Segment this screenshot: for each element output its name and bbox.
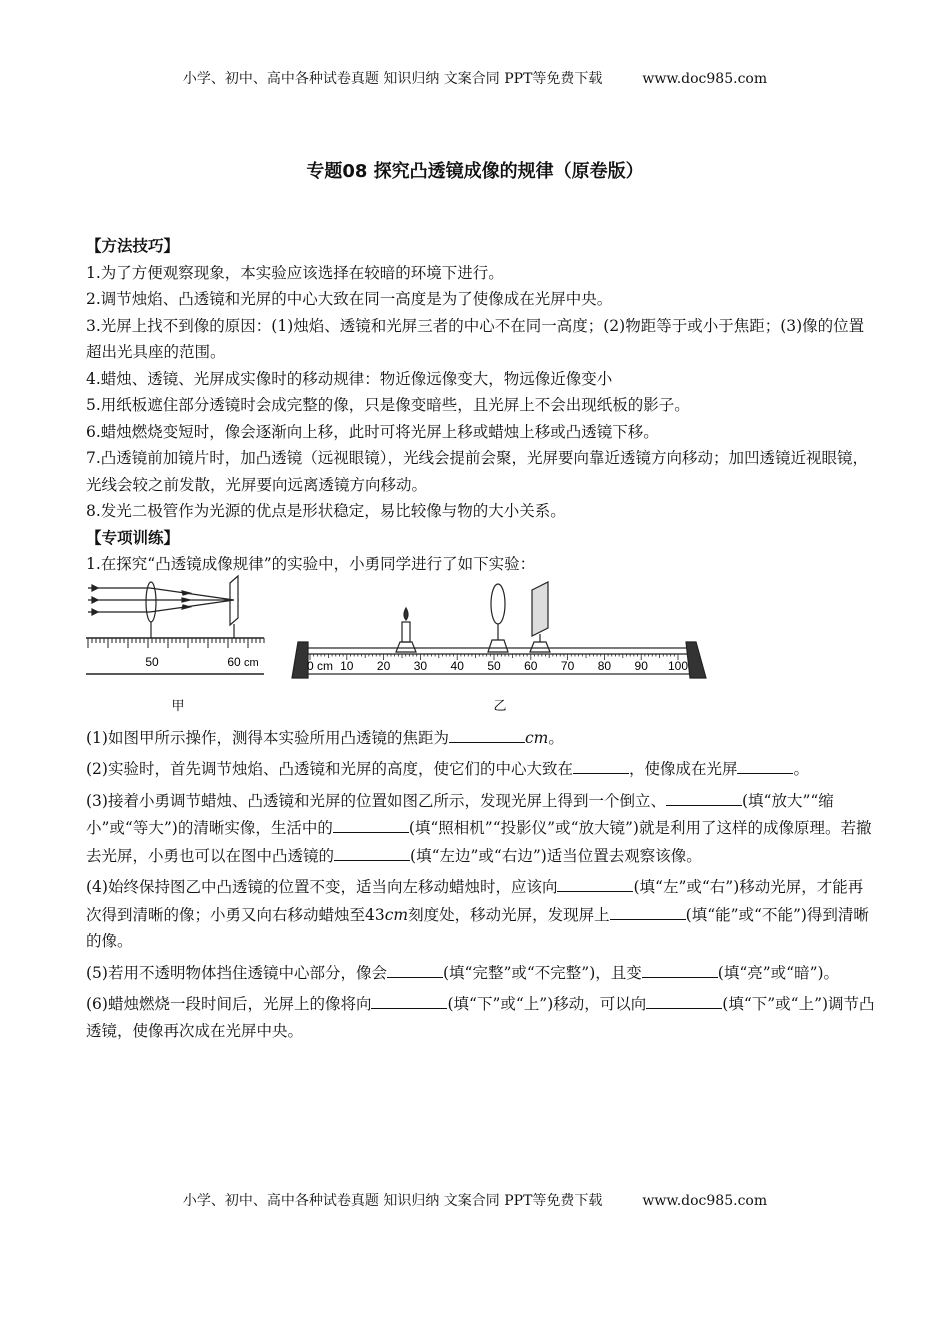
answer-blank[interactable] — [371, 990, 447, 1009]
yi-tick-label: 20 — [376, 658, 391, 673]
training-heading: 【专项训练】 — [86, 528, 180, 547]
yi-tick-label: 70 — [560, 658, 575, 673]
footer-text: 小学、初中、高中各种试卷真题 知识归纳 文案合同 PPT等免费下载 — [182, 1193, 603, 1209]
question-6: (6)蜡烛燃烧一段时间后，光屏上的像将向 (填“下”或“上”)移动，可以向 (填“下”或“上”)调节凸透镜，使像再次成在光屏中央。 — [86, 990, 876, 1044]
question-intro: 1.在探究“凸透镜成像规律”的实验中，小勇同学进行了如下实验： — [86, 555, 536, 573]
method-item: 7.凸透镜前加镜片时，加凸透镜（远视眼镜），光线会提前会聚，光屏要向靠近透镜方向移动；加凹透镜近视眼镜，光线会较之前发散，光屏要向远离透镜方向移动。 — [86, 449, 869, 494]
method-item: 1.为了方便观察现象，本实验应该选择在较暗的环境下进行。 — [86, 263, 504, 282]
jia-unit: cm — [244, 656, 259, 669]
answer-blank[interactable] — [573, 755, 629, 774]
jia-tick-60: 60 — [227, 654, 241, 669]
figure-yi — [292, 582, 706, 714]
experiment-figure — [86, 580, 876, 720]
questions — [86, 724, 876, 1045]
answer-blank[interactable] — [666, 787, 742, 806]
methods-heading: 【方法技巧】 — [86, 237, 180, 255]
answer-blank[interactable] — [387, 959, 443, 978]
header-url: www.doc985.com — [642, 71, 768, 87]
yi-tick-label: 10 — [340, 658, 354, 673]
answer-blank[interactable] — [642, 959, 718, 978]
answer-blank[interactable] — [646, 990, 722, 1009]
answer-blank[interactable] — [334, 842, 410, 861]
page-header — [0, 68, 950, 88]
method-item: 5.用纸板遮住部分透镜时会成完整的像，只是像变暗些，且光屏上不会出现纸板的影子。 — [86, 396, 690, 414]
answer-blank[interactable] — [449, 724, 525, 743]
question-5: (5)若用不透明物体挡住透镜中心部分，像会 (填“完整”或“不完整”)，且变 (填“亮”或“暗”)。 — [86, 959, 876, 987]
method-item: 4.蜡烛、透镜、光屏成实像时的移动规律：物近像远像变大，物远像近像变小 — [86, 369, 613, 388]
figure-jia-label: 甲 — [171, 698, 185, 714]
answer-blank[interactable] — [737, 755, 793, 774]
question-3: (3)接着小勇调节蜡烛、凸透镜和光屏的位置如图乙所示，发现光屏上得到一个倒立、 (填“放大”“缩小”或“等大”)的清晰实像，生活中的 (填“照相机”“投影仪”或“放大镜”)就是利用了这样的成像原理。若撤去光屏，小勇也可以在图中凸透镜的 (填“左边”或“右边”)适当位置去观察该像。 — [86, 787, 876, 870]
question-2: (2)实验时，首先调节烛焰、凸透镜和光屏的高度，使它们的中心大致在 ，使像成在光屏 。 — [86, 755, 876, 783]
experiment-diagram — [86, 580, 706, 720]
yi-tick-label: 50 — [487, 658, 501, 673]
figure-jia — [86, 576, 264, 714]
jia-tick-50: 50 — [145, 654, 159, 669]
yi-tick-label: 60 — [524, 658, 538, 673]
figure-yi-label: 乙 — [493, 698, 507, 714]
answer-blank[interactable] — [333, 814, 409, 833]
yi-tick-label: 100 — [667, 658, 689, 673]
yi-tick-label: 30 — [413, 658, 428, 673]
footer-url: www.doc985.com — [642, 1193, 768, 1209]
question-4: (4)始终保持图乙中凸透镜的位置不变，适当向左移动蜡烛时，应该向 (填“左”或“右”)移动光屏，才能再次得到清晰的像；小勇又向右移动蜡烛至43cm刻度处，移动光屏，发现屏上 (填“能”或“不能”)得到清晰的像。 — [86, 873, 876, 955]
answer-blank[interactable] — [610, 901, 686, 920]
page-footer — [0, 1190, 950, 1210]
method-item: 6.蜡烛燃烧变短时，像会逐渐向上移，此时可将光屏上移或蜡烛上移或凸透镜下移。 — [86, 422, 659, 441]
yi-tick-label: 80 — [597, 658, 612, 673]
question-1: (1)如图甲所示操作，测得本实验所用凸透镜的焦距为 cm。 — [86, 724, 876, 752]
content — [86, 233, 876, 1048]
method-item: 2.调节烛焰、凸透镜和光屏的中心大致在同一高度是为了使像成在光屏中央。 — [86, 290, 613, 308]
answer-blank[interactable] — [557, 873, 633, 892]
method-item: 3.光屏上找不到像的原因：(1)烛焰、透镜和光屏三者的中心不在同一高度；(2)物距等于或小于焦距；(3)像的位置超出光具座的范围。 — [86, 316, 865, 361]
yi-tick-label: 0 cm — [306, 658, 334, 673]
header-text: 小学、初中、高中各种试卷真题 知识归纳 文案合同 PPT等免费下载 — [182, 71, 603, 87]
yi-tick-label: 90 — [634, 658, 648, 673]
yi-tick-label: 40 — [450, 658, 464, 673]
page-title: 专题08 探究凸透镜成像的规律（原卷版） — [306, 161, 644, 182]
method-item: 8.发光二极管作为光源的优点是形状稳定，易比较像与物的大小关系。 — [86, 502, 566, 520]
